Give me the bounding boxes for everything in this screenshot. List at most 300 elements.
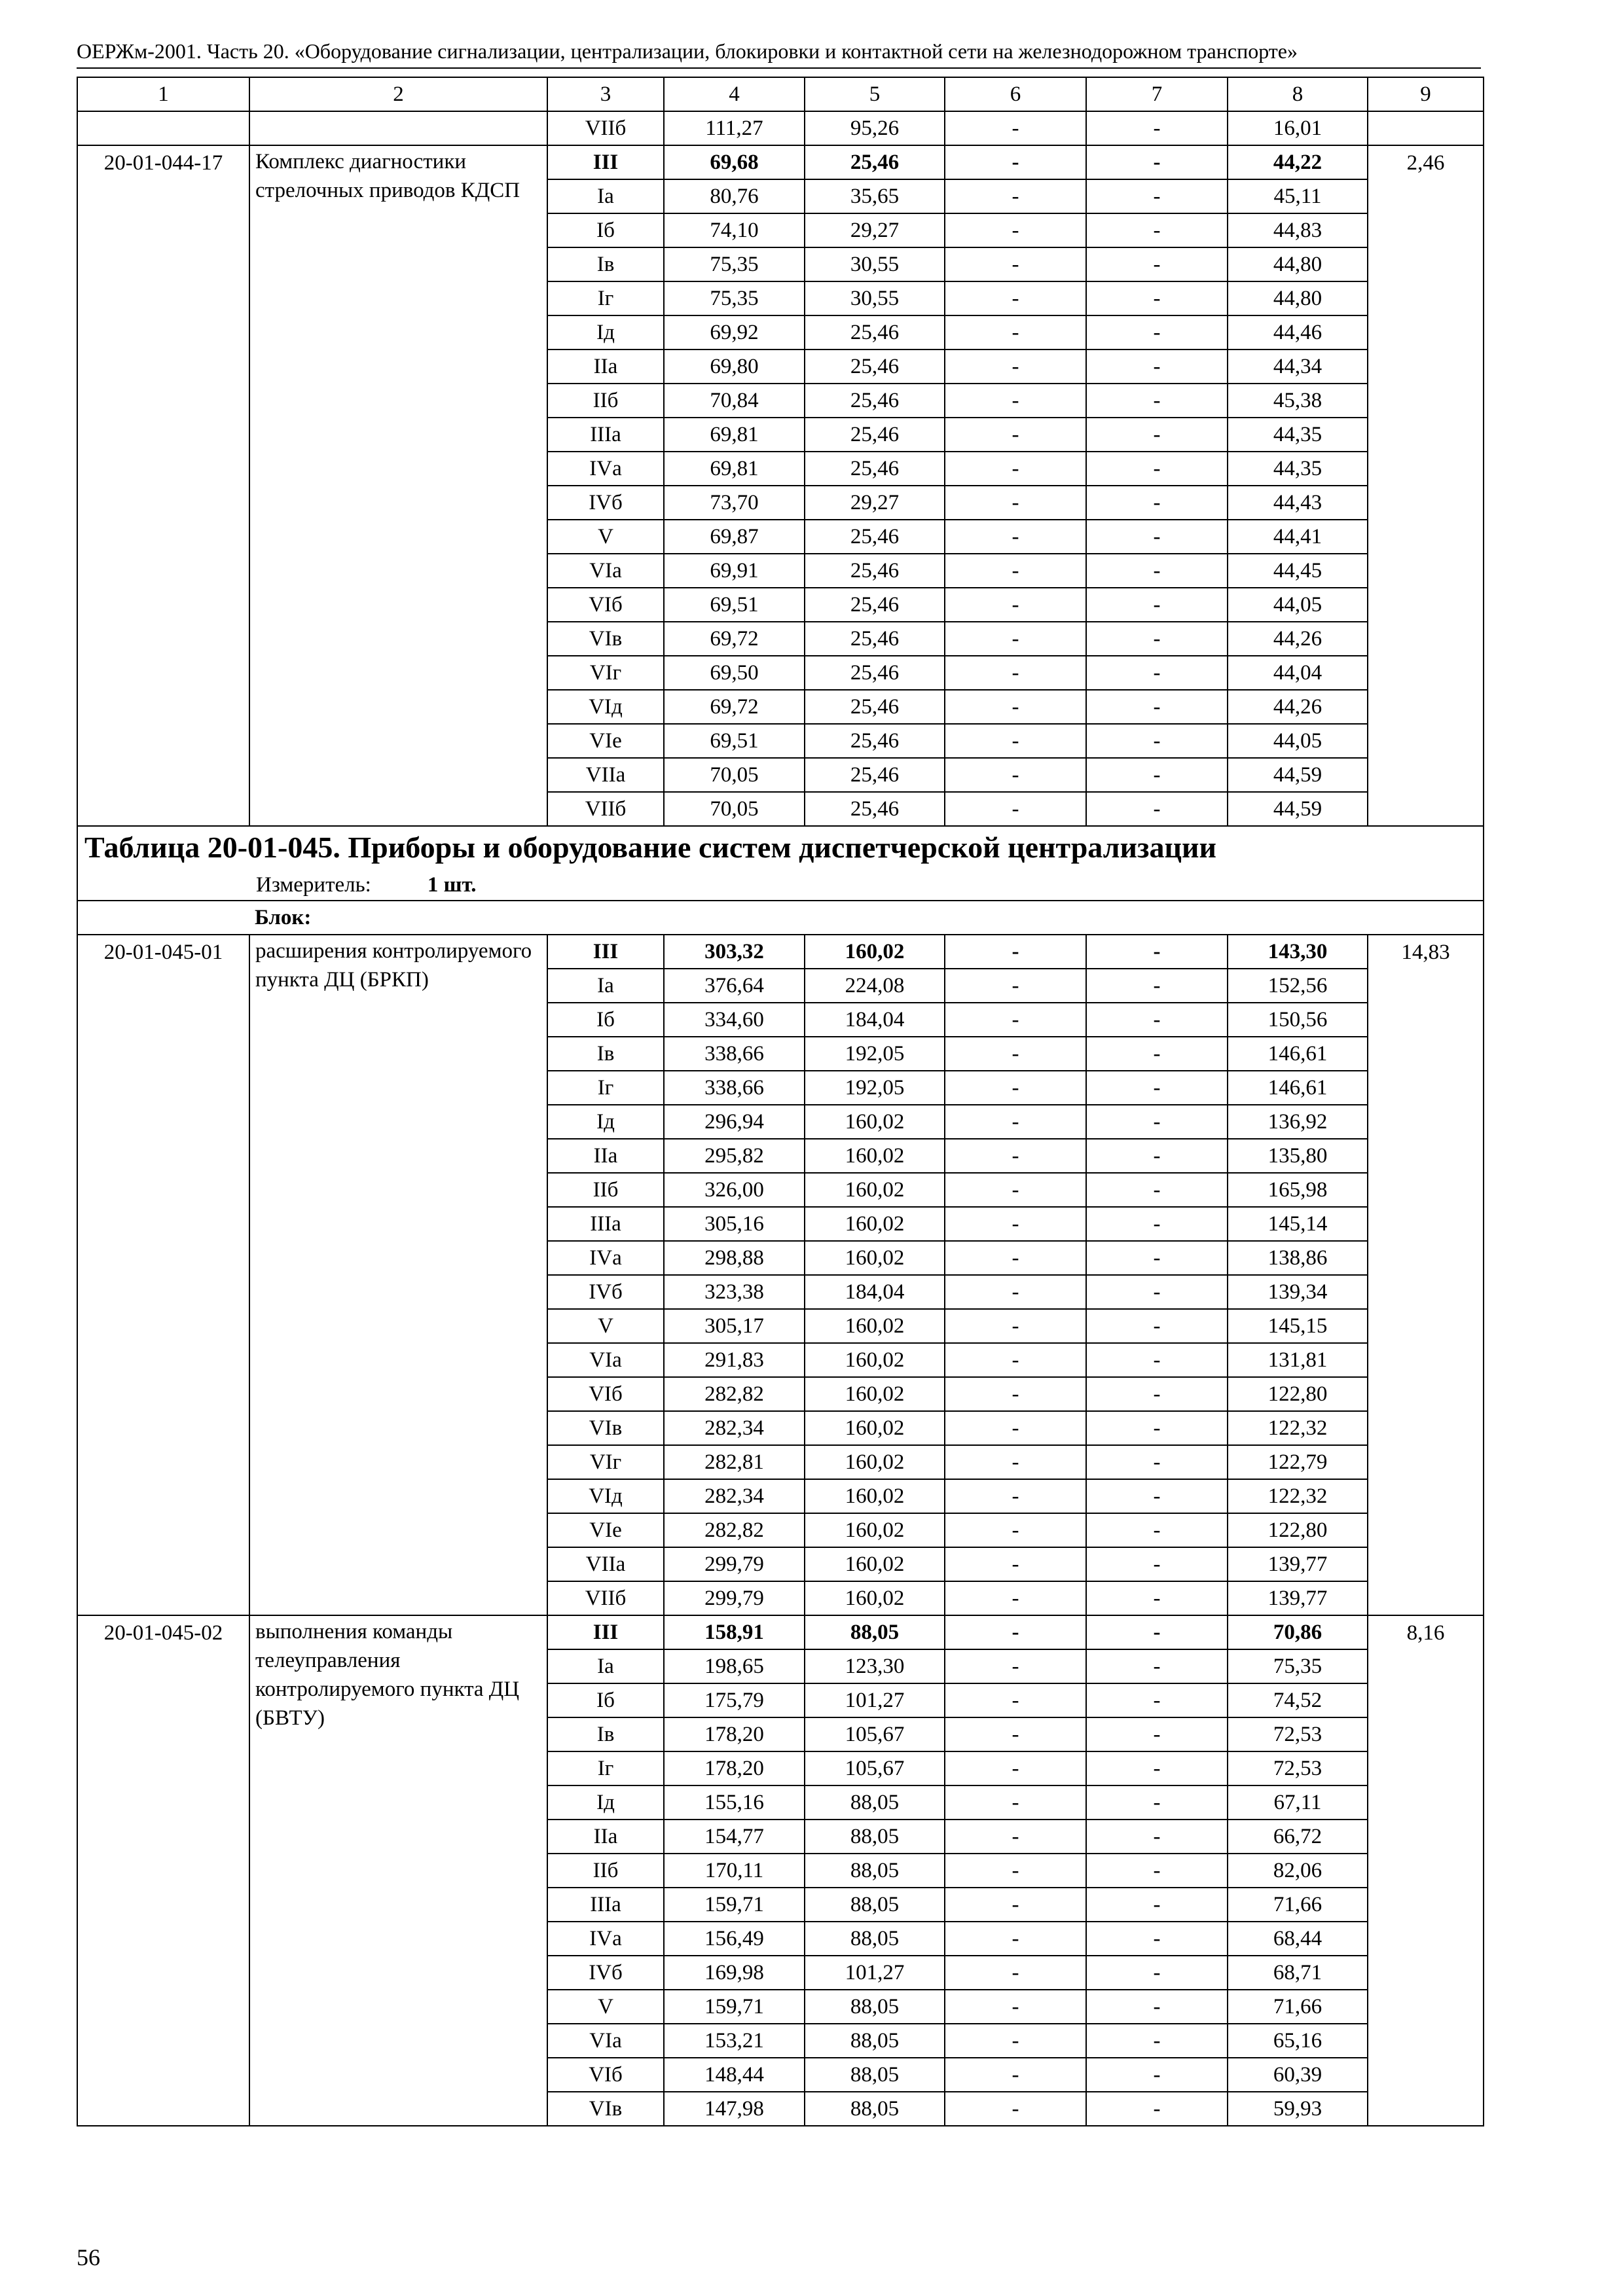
value-cell: - (945, 315, 1086, 350)
value-cell: - (1086, 1309, 1228, 1343)
value-cell: - (1086, 1445, 1228, 1479)
value-cell: 69,91 (664, 554, 805, 588)
zone-cell: VIб (547, 2058, 664, 2092)
value-cell: - (945, 1003, 1086, 1037)
value-cell: - (945, 2092, 1086, 2126)
value-cell: 178,20 (664, 1751, 805, 1785)
column-number: 6 (945, 77, 1086, 111)
value-cell: 69,80 (664, 350, 805, 384)
total-cell: 8,16 (1368, 1615, 1484, 2126)
value-cell: - (945, 1343, 1086, 1377)
value-cell: - (945, 724, 1086, 758)
value-cell: - (945, 1888, 1086, 1922)
zone-cell: IIб (547, 1173, 664, 1207)
value-cell: 160,02 (805, 1343, 945, 1377)
measure-label: Измеритель: (256, 873, 371, 897)
zone-cell: VIд (547, 1479, 664, 1513)
value-cell: - (1086, 486, 1228, 520)
column-number: 9 (1368, 77, 1484, 111)
value-cell: 44,43 (1228, 486, 1368, 520)
value-cell: 44,26 (1228, 622, 1368, 656)
value-cell: 105,67 (805, 1717, 945, 1751)
value-cell: 44,04 (1228, 656, 1368, 690)
value-cell: 160,02 (805, 1173, 945, 1207)
value-cell: - (1086, 1717, 1228, 1751)
value-cell: 123,30 (805, 1649, 945, 1683)
value-cell: - (945, 213, 1086, 247)
value-cell: 25,46 (805, 690, 945, 724)
value-cell: - (945, 1309, 1086, 1343)
value-cell: 25,46 (805, 758, 945, 792)
value-cell: - (945, 1105, 1086, 1139)
value-cell: 25,46 (805, 622, 945, 656)
value-cell: - (1086, 315, 1228, 350)
value-cell: 74,10 (664, 213, 805, 247)
value-cell: 44,46 (1228, 315, 1368, 350)
value-cell: - (1086, 1547, 1228, 1581)
value-cell: 338,66 (664, 1071, 805, 1105)
value-cell: - (945, 622, 1086, 656)
value-cell: 71,66 (1228, 1990, 1368, 2024)
zone-cell: IVа (547, 1241, 664, 1275)
zone-cell: VIв (547, 1411, 664, 1445)
value-cell: - (945, 2024, 1086, 2058)
value-cell: - (945, 1377, 1086, 1411)
value-cell: 282,82 (664, 1513, 805, 1547)
value-cell: 160,02 (805, 935, 945, 969)
zone-cell: VIг (547, 656, 664, 690)
value-cell: 69,50 (664, 656, 805, 690)
page-header: ОЕРЖм-2001. Часть 20. «Оборудование сигнализации, централизации, блокировки и контактной сети на железнодорожном транспорте» (77, 39, 1298, 63)
total-cell: 14,83 (1368, 935, 1484, 1615)
value-cell: 25,46 (805, 724, 945, 758)
value-cell: - (1086, 145, 1228, 179)
value-cell: - (1086, 758, 1228, 792)
value-cell: - (945, 1513, 1086, 1547)
value-cell: - (1086, 1411, 1228, 1445)
value-cell: 95,26 (805, 111, 945, 145)
value-cell: - (945, 1615, 1086, 1649)
value-cell: 145,14 (1228, 1207, 1368, 1241)
value-cell: 160,02 (805, 1207, 945, 1241)
value-cell: 146,61 (1228, 1037, 1368, 1071)
zone-cell: IIIа (547, 418, 664, 452)
value-cell: - (1086, 1139, 1228, 1173)
value-cell: - (1086, 1003, 1228, 1037)
value-cell: 122,32 (1228, 1479, 1368, 1513)
value-cell: 138,86 (1228, 1241, 1368, 1275)
value-cell: - (1086, 350, 1228, 384)
zone-cell: IIа (547, 1139, 664, 1173)
value-cell: - (945, 588, 1086, 622)
value-cell: - (945, 1275, 1086, 1309)
total-cell (1368, 111, 1484, 145)
value-cell: 73,70 (664, 486, 805, 520)
name-cell: Комплекс диагностики стрелочных приводов КДСП (249, 145, 547, 826)
value-cell: - (945, 1411, 1086, 1445)
value-cell: 178,20 (664, 1717, 805, 1751)
value-cell: 44,83 (1228, 213, 1368, 247)
value-cell: 158,91 (664, 1615, 805, 1649)
value-cell: - (945, 1990, 1086, 2024)
value-cell: 160,02 (805, 1411, 945, 1445)
value-cell: 69,87 (664, 520, 805, 554)
value-cell: 25,46 (805, 656, 945, 690)
zone-cell: VIа (547, 2024, 664, 2058)
value-cell: 291,83 (664, 1343, 805, 1377)
value-cell: 30,55 (805, 247, 945, 281)
value-cell: 88,05 (805, 2092, 945, 2126)
value-cell: - (945, 1581, 1086, 1615)
value-cell: 68,71 (1228, 1956, 1368, 1990)
zone-cell: Iб (547, 1003, 664, 1037)
value-cell: 71,66 (1228, 1888, 1368, 1922)
value-cell: - (945, 2058, 1086, 2092)
value-cell: 160,02 (805, 1513, 945, 1547)
zone-cell: III (547, 145, 664, 179)
zone-cell: Iб (547, 213, 664, 247)
value-cell: 44,59 (1228, 792, 1368, 826)
value-cell: 69,92 (664, 315, 805, 350)
value-cell: - (945, 350, 1086, 384)
value-cell: 44,35 (1228, 452, 1368, 486)
value-cell: 35,65 (805, 179, 945, 213)
zone-cell: III (547, 1615, 664, 1649)
table-row (77, 111, 1484, 145)
value-cell: - (945, 1173, 1086, 1207)
value-cell: 70,05 (664, 758, 805, 792)
value-cell: 192,05 (805, 1071, 945, 1105)
zone-cell: IVб (547, 1956, 664, 1990)
name-cell: расширения контролируемого пункта ДЦ (БРКП) (249, 935, 547, 1615)
zone-cell: VIе (547, 1513, 664, 1547)
block-row (77, 901, 1484, 935)
value-cell: 160,02 (805, 1445, 945, 1479)
value-cell: - (1086, 1479, 1228, 1513)
value-cell: - (945, 520, 1086, 554)
value-cell: - (1086, 452, 1228, 486)
value-cell: 25,46 (805, 350, 945, 384)
zone-cell: VIа (547, 1343, 664, 1377)
value-cell: 69,72 (664, 690, 805, 724)
zone-cell: Iв (547, 1037, 664, 1071)
value-cell: 175,79 (664, 1683, 805, 1717)
value-cell: 299,79 (664, 1581, 805, 1615)
value-cell: 25,46 (805, 145, 945, 179)
value-cell: 184,04 (805, 1275, 945, 1309)
value-cell: - (1086, 1751, 1228, 1785)
value-cell: 282,34 (664, 1479, 805, 1513)
value-cell: 160,02 (805, 1309, 945, 1343)
value-cell: 70,05 (664, 792, 805, 826)
value-cell: 66,72 (1228, 1820, 1368, 1854)
zone-cell: V (547, 1309, 664, 1343)
zone-cell: Iг (547, 1751, 664, 1785)
code-cell (77, 111, 249, 145)
value-cell: 88,05 (805, 1785, 945, 1820)
value-cell: - (1086, 520, 1228, 554)
value-cell: - (1086, 1071, 1228, 1105)
value-cell: - (1086, 1275, 1228, 1309)
value-cell: - (1086, 179, 1228, 213)
value-cell: 69,51 (664, 588, 805, 622)
section-cell (77, 826, 1484, 901)
value-cell: - (1086, 792, 1228, 826)
value-cell: - (1086, 2058, 1228, 2092)
zone-cell: VIб (547, 588, 664, 622)
value-cell: 153,21 (664, 2024, 805, 2058)
zone-cell: VIIб (547, 792, 664, 826)
value-cell: 145,15 (1228, 1309, 1368, 1343)
value-cell: - (945, 1037, 1086, 1071)
value-cell: - (1086, 1207, 1228, 1241)
value-cell: 69,68 (664, 145, 805, 179)
value-cell: - (1086, 656, 1228, 690)
value-cell: - (1086, 2024, 1228, 2058)
zone-cell: VIд (547, 690, 664, 724)
value-cell: - (945, 1649, 1086, 1683)
value-cell: 131,81 (1228, 1343, 1368, 1377)
value-cell: - (1086, 247, 1228, 281)
value-cell: 334,60 (664, 1003, 805, 1037)
value-cell: 303,32 (664, 935, 805, 969)
value-cell: 160,02 (805, 1581, 945, 1615)
value-cell: 160,02 (805, 1105, 945, 1139)
value-cell: 88,05 (805, 1615, 945, 1649)
value-cell: 75,35 (664, 247, 805, 281)
value-cell: 69,81 (664, 418, 805, 452)
value-cell: 44,80 (1228, 281, 1368, 315)
value-cell: 25,46 (805, 554, 945, 588)
zone-cell: VIIб (547, 111, 664, 145)
value-cell: 139,77 (1228, 1547, 1368, 1581)
value-cell: 184,04 (805, 1003, 945, 1037)
zone-cell: Iд (547, 1105, 664, 1139)
value-cell: 65,16 (1228, 2024, 1368, 2058)
value-cell: 105,67 (805, 1751, 945, 1785)
zone-cell: Iа (547, 969, 664, 1003)
value-cell: 326,00 (664, 1173, 805, 1207)
value-cell: 68,44 (1228, 1922, 1368, 1956)
zone-cell: Iв (547, 247, 664, 281)
zone-cell: III (547, 935, 664, 969)
value-cell: - (945, 179, 1086, 213)
column-number: 1 (77, 77, 249, 111)
value-cell: 69,72 (664, 622, 805, 656)
code-cell: 20-01-044-17 (77, 145, 249, 826)
value-cell: 282,34 (664, 1411, 805, 1445)
value-cell: - (945, 486, 1086, 520)
value-cell: 44,35 (1228, 418, 1368, 452)
value-cell: 88,05 (805, 1922, 945, 1956)
zone-cell: IIб (547, 1854, 664, 1888)
value-cell: - (1086, 724, 1228, 758)
value-cell: - (945, 1547, 1086, 1581)
zone-cell: IVа (547, 1922, 664, 1956)
value-cell: - (945, 1751, 1086, 1785)
value-cell: 44,80 (1228, 247, 1368, 281)
value-cell: 82,06 (1228, 1854, 1368, 1888)
value-cell: 122,80 (1228, 1377, 1368, 1411)
value-cell: - (1086, 935, 1228, 969)
value-cell: 16,01 (1228, 111, 1368, 145)
zone-cell: IVб (547, 486, 664, 520)
value-cell: 88,05 (805, 1854, 945, 1888)
value-cell: 323,38 (664, 1275, 805, 1309)
zone-cell: IVа (547, 452, 664, 486)
value-cell: 44,45 (1228, 554, 1368, 588)
value-cell: 101,27 (805, 1956, 945, 1990)
table-row (77, 145, 1484, 179)
zone-cell: VIIа (547, 758, 664, 792)
value-cell: 45,11 (1228, 179, 1368, 213)
value-cell: 376,64 (664, 969, 805, 1003)
value-cell: - (945, 758, 1086, 792)
value-cell: - (945, 1445, 1086, 1479)
value-cell: 29,27 (805, 486, 945, 520)
value-cell: 44,59 (1228, 758, 1368, 792)
value-cell: 152,56 (1228, 969, 1368, 1003)
value-cell: 88,05 (805, 1888, 945, 1922)
zone-cell: IIа (547, 1820, 664, 1854)
value-cell: 75,35 (664, 281, 805, 315)
zone-cell: IIIа (547, 1888, 664, 1922)
value-cell: 111,27 (664, 111, 805, 145)
value-cell: 44,05 (1228, 588, 1368, 622)
column-number: 7 (1086, 77, 1228, 111)
value-cell: 101,27 (805, 1683, 945, 1717)
value-cell: - (1086, 1377, 1228, 1411)
page-number: 56 (77, 2244, 100, 2270)
value-cell: - (945, 1241, 1086, 1275)
value-cell: - (1086, 1820, 1228, 1854)
value-cell: - (1086, 588, 1228, 622)
value-cell: - (945, 145, 1086, 179)
value-cell: 45,38 (1228, 384, 1368, 418)
value-cell: - (945, 792, 1086, 826)
name-cell: выполнения команды телеуправления контролируемого пункта ДЦ (БВТУ) (249, 1615, 547, 2126)
value-cell: 160,02 (805, 1377, 945, 1411)
zone-cell: V (547, 1990, 664, 2024)
zone-cell: VIб (547, 1377, 664, 1411)
value-cell: 88,05 (805, 1990, 945, 2024)
table-row (77, 1615, 1484, 1649)
value-cell: 67,11 (1228, 1785, 1368, 1820)
table-title: Таблица 20-01-045. Приборы и оборудование систем диспетчерской централизации (84, 831, 1216, 864)
value-cell: - (1086, 1888, 1228, 1922)
column-number: 3 (547, 77, 664, 111)
value-cell: - (945, 1717, 1086, 1751)
value-cell: - (1086, 1922, 1228, 1956)
value-cell: 25,46 (805, 520, 945, 554)
zone-cell: V (547, 520, 664, 554)
value-cell: - (1086, 1956, 1228, 1990)
value-cell: - (945, 384, 1086, 418)
value-cell: 159,71 (664, 1888, 805, 1922)
value-cell: 88,05 (805, 2058, 945, 2092)
value-cell: - (1086, 1615, 1228, 1649)
value-cell: 154,77 (664, 1820, 805, 1854)
value-cell: - (1086, 622, 1228, 656)
value-cell: 122,32 (1228, 1411, 1368, 1445)
value-cell: 25,46 (805, 588, 945, 622)
value-cell: - (1086, 690, 1228, 724)
zone-cell: IIб (547, 384, 664, 418)
zone-cell: Iг (547, 1071, 664, 1105)
zone-cell: IIа (547, 350, 664, 384)
value-cell: 170,11 (664, 1854, 805, 1888)
value-cell: - (945, 281, 1086, 315)
value-cell: 44,26 (1228, 690, 1368, 724)
value-cell: 160,02 (805, 1547, 945, 1581)
value-cell: - (1086, 213, 1228, 247)
value-cell: - (945, 1956, 1086, 1990)
zone-cell: Iб (547, 1683, 664, 1717)
value-cell: - (1086, 418, 1228, 452)
zone-cell: VIв (547, 2092, 664, 2126)
value-cell: 198,65 (664, 1649, 805, 1683)
value-cell: 70,84 (664, 384, 805, 418)
value-cell: 122,80 (1228, 1513, 1368, 1547)
zone-cell: IVб (547, 1275, 664, 1309)
zone-cell: VIв (547, 622, 664, 656)
column-number: 4 (664, 77, 805, 111)
total-cell: 2,46 (1368, 145, 1484, 826)
value-cell: 160,02 (805, 1241, 945, 1275)
column-number-row (77, 77, 1484, 111)
value-cell: 122,79 (1228, 1445, 1368, 1479)
value-cell: - (945, 1820, 1086, 1854)
value-cell: 156,49 (664, 1922, 805, 1956)
value-cell: - (1086, 1173, 1228, 1207)
value-cell: 160,02 (805, 1139, 945, 1173)
value-cell: 25,46 (805, 792, 945, 826)
value-cell: 25,46 (805, 384, 945, 418)
zone-cell: VIIа (547, 1547, 664, 1581)
value-cell: - (945, 1785, 1086, 1820)
value-cell: 150,56 (1228, 1003, 1368, 1037)
value-cell: - (945, 1854, 1086, 1888)
value-cell: - (1086, 1513, 1228, 1547)
value-cell: - (1086, 1649, 1228, 1683)
value-cell: - (1086, 2092, 1228, 2126)
header-rule (77, 67, 1481, 69)
zone-cell: VIIб (547, 1581, 664, 1615)
value-cell: 146,61 (1228, 1071, 1368, 1105)
code-cell: 20-01-045-02 (77, 1615, 249, 2126)
block-label: Блок: (77, 901, 1484, 935)
zone-cell: Iа (547, 1649, 664, 1683)
value-cell: 155,16 (664, 1785, 805, 1820)
value-cell: 135,80 (1228, 1139, 1368, 1173)
value-cell: - (1086, 1854, 1228, 1888)
value-cell: 72,53 (1228, 1751, 1368, 1785)
value-cell: 338,66 (664, 1037, 805, 1071)
zone-cell: VIе (547, 724, 664, 758)
zone-cell: Iд (547, 315, 664, 350)
value-cell: 25,46 (805, 315, 945, 350)
value-cell: - (1086, 1105, 1228, 1139)
value-cell: 165,98 (1228, 1173, 1368, 1207)
value-cell: - (945, 1922, 1086, 1956)
value-cell: - (1086, 1037, 1228, 1071)
value-cell: 295,82 (664, 1139, 805, 1173)
value-cell: - (1086, 281, 1228, 315)
code-cell: 20-01-045-01 (77, 935, 249, 1615)
value-cell: 224,08 (805, 969, 945, 1003)
value-cell: 299,79 (664, 1547, 805, 1581)
value-cell: - (945, 111, 1086, 145)
